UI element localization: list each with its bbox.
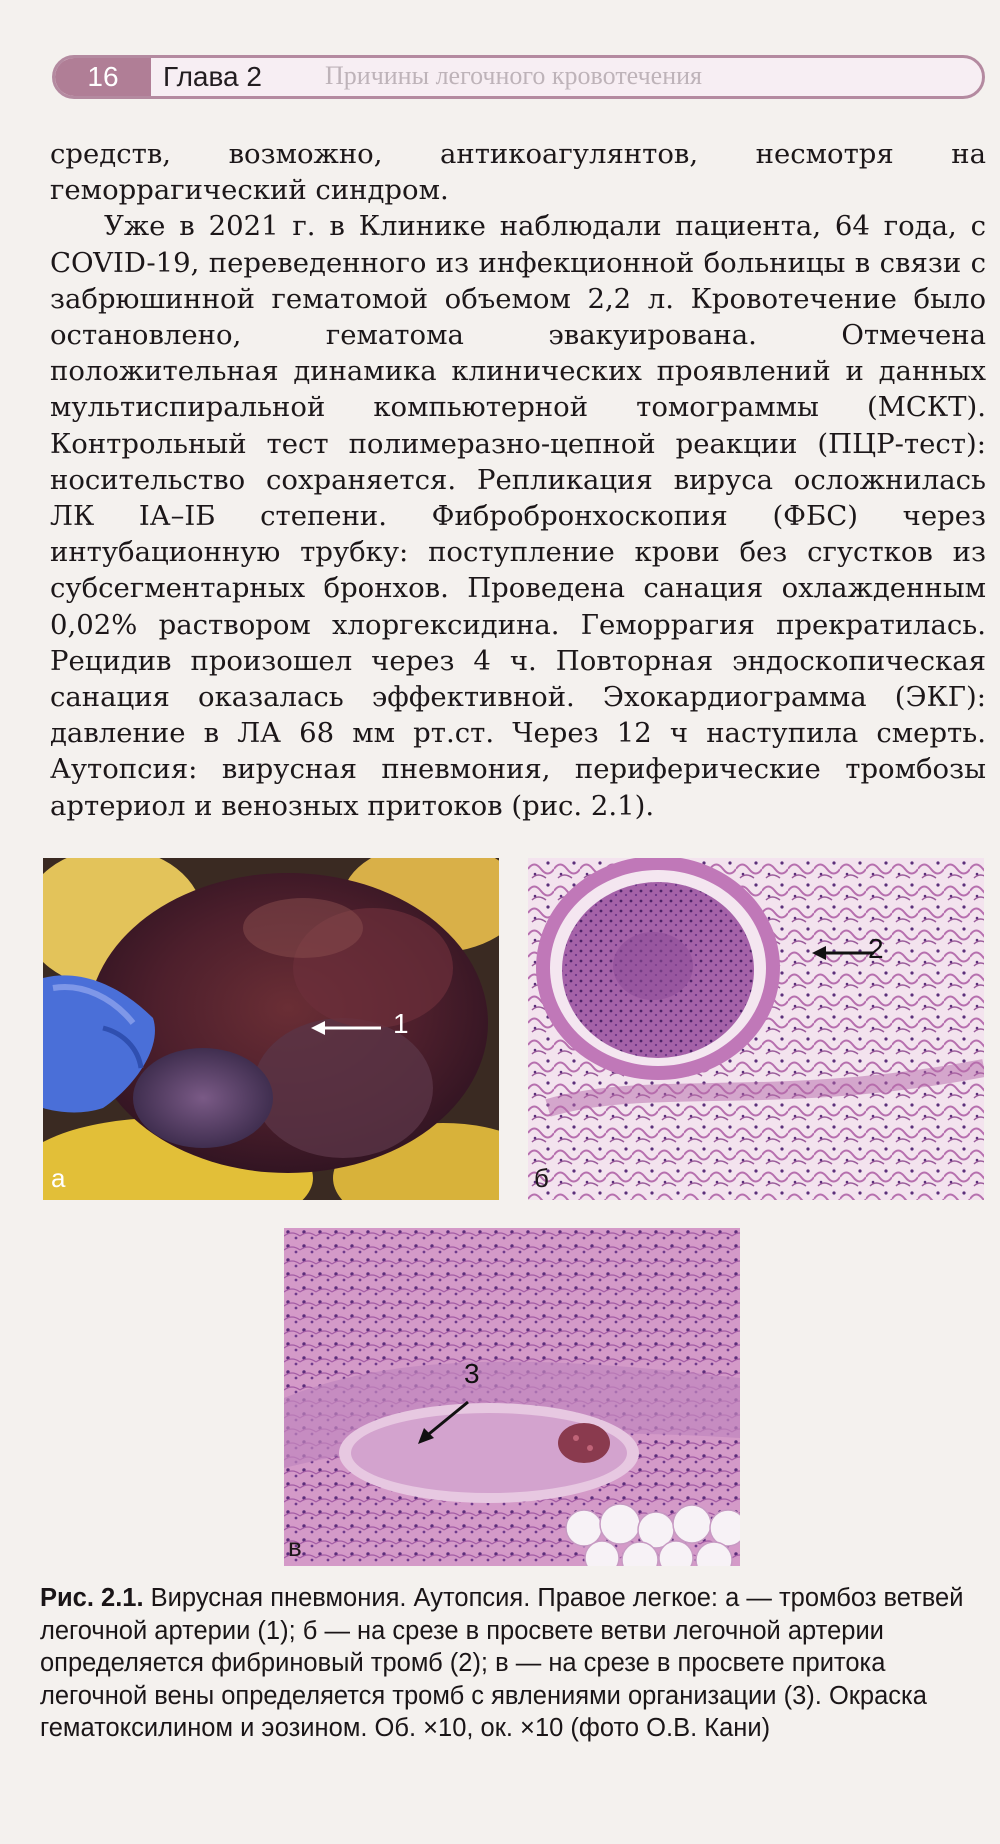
chapter-title: Глава 2 xyxy=(163,61,262,92)
paragraph: Уже в 2021 г. в Клинике наблюдали пациента, 64 года, с COVID-19, переведенного из инфекционной больницы в связи с забрюшинной гематомой объемом 2,2 л. Кровотечение было остановлено, гематома эвакуирована. Отмечена положительная динамика клинических проявлений и данных мультиспиральной компьютерной томограммы (МСКТ). Контрольный тест полимеразно-цепной реакции (ПЦР-тест): носительство сохраняется. Репликация вируса осложнилась ЛК IА–IБ степени. Фибробронхоскопия (ФБС) через интубационную трубку: поступление крови без сгустков из субсегментарных бронхов. Проведена санация охлажденным 0,02% раствором хлоргексидина. Геморрагия прекратилась. Рецидив произошел через 4 ч. Повторная эндоскопическая санация оказалась эффективной. Эхокардиограмма (ЭКГ): давление в ЛА 68 мм рт.ст. Через 12 ч наступила смерть. Аутопсия: вирусная пневмония, периферические тромбозы артериол и венозных притоков (рис. 2.1). xyxy=(50,210,986,822)
arrow-number-3: 3 xyxy=(464,1358,480,1389)
arrow-3 xyxy=(416,1396,476,1446)
arrow-number-1: 1 xyxy=(393,1008,409,1039)
page-number: 16 xyxy=(55,58,151,96)
caption-label: Рис. 2.1. xyxy=(40,1584,144,1612)
section-title: Причины легочного кровотечения xyxy=(325,61,702,90)
figure-caption xyxy=(40,1582,986,1745)
micrograph-artery xyxy=(528,858,984,1200)
panel-letter-b: б xyxy=(534,1163,549,1193)
figure-panel-b-micrograph xyxy=(528,858,984,1200)
paragraph: средств, возможно, антикоагулянтов, несмотря на геморрагический синдром. xyxy=(50,138,986,207)
running-header xyxy=(52,55,985,99)
micrograph-vein xyxy=(284,1228,740,1566)
arrow-number-2: 2 xyxy=(868,933,884,964)
autopsy-photo xyxy=(43,858,499,1200)
panel-letter-c: в xyxy=(288,1532,302,1562)
panel-letter-a: а xyxy=(51,1163,66,1193)
figure-panel-c-micrograph xyxy=(284,1228,740,1566)
arrow-1 xyxy=(311,1018,401,1038)
figure-panel-a-photo xyxy=(43,858,499,1200)
caption-text: Вирусная пневмония. Аутопсия. Правое легкое: а — тромбоз ветвей легочной артерии (1); б — на срезе в просвете ветви легочной артерии определяется фибриновый тромб (2); в — на срезе в просвете притока легочной вены определяется тромб с явлениями организации (3). Окраска гематоксилином и эозином. Об. ×10, ок. ×10 (фото О.В. Кани) xyxy=(40,1584,964,1742)
body-text xyxy=(50,136,986,824)
